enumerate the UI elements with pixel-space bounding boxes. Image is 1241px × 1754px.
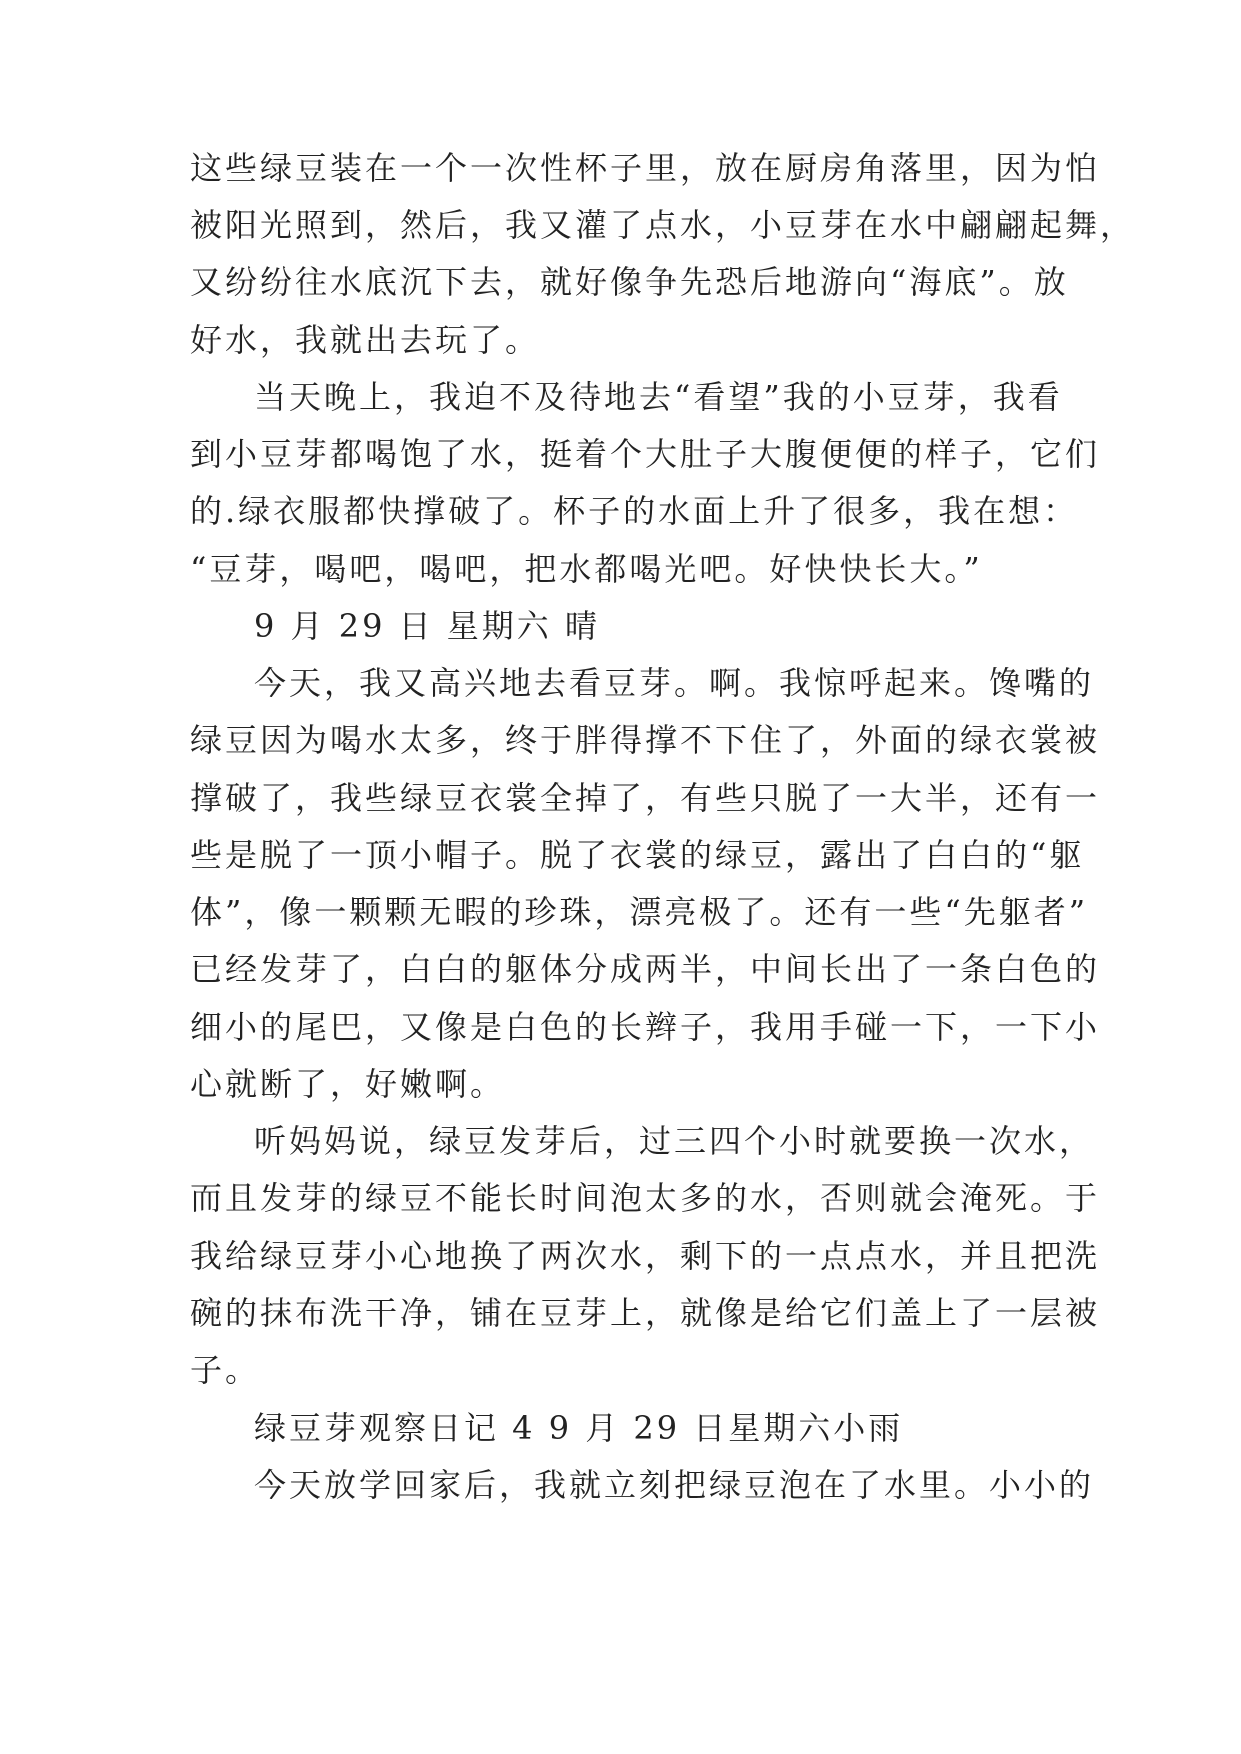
text-line: 今天放学回家后，我就立刻把绿豆泡在了水里。小小的: [254, 1466, 1095, 1504]
text-line: 当天晚上，我迫不及待地去“看望”我的小豆芽，我看: [254, 378, 1063, 416]
text-line: 我给绿豆芽小心地换了两次水，剩下的一点点水，并且把洗: [190, 1237, 1101, 1275]
text-line: 听妈妈说，绿豆发芽后，过三四个小时就要换一次水，: [254, 1122, 1095, 1160]
text-line: 些是脱了一顶小帽子。脱了衣裳的绿豆，露出了白白的“躯: [190, 836, 1085, 874]
text-line: 体”，像一颗颗无暇的珍珠，漂亮极了。还有一些“先躯者”: [190, 893, 1089, 931]
section-heading: 绿豆芽观察日记 4 9 月 29 日星期六小雨: [254, 1409, 904, 1447]
text-line: 被阳光照到，然后，我又灌了点水，小豆芽在水中翩翩起舞，: [190, 206, 1136, 244]
text-line: 子。: [190, 1351, 261, 1389]
text-line: 到小豆芽都喝饱了水，挺着个大肚子大腹便便的样子，它们: [190, 435, 1101, 473]
text-line: 碗的抹布洗干净，铺在豆芽上，就像是给它们盖上了一层被: [190, 1294, 1101, 1332]
date-heading: 9 月 29 日 星期六 晴: [254, 607, 600, 645]
text-line: 的.绿衣服都快撑破了。杯子的水面上升了很多，我在想：: [190, 492, 1079, 530]
text-line: 好水，我就出去玩了。: [190, 321, 541, 359]
text-line: 绿豆因为喝水太多，终于胖得撑不下住了，外面的绿衣裳被: [190, 721, 1101, 759]
text-line: 细小的尾巴，又像是白色的长辫子，我用手碰一下，一下小: [190, 1008, 1101, 1046]
text-line: 又纷纷往水底沉下去，就好像争先恐后地游向“海底”。放: [190, 263, 1069, 301]
text-line: 这些绿豆装在一个一次性杯子里，放在厨房角落里，因为怕: [190, 149, 1101, 187]
text-line: “豆芽，喝吧，喝吧，把水都喝光吧。好快快长大。”: [190, 550, 983, 588]
text-line: 撑破了，我些绿豆衣裳全掉了，有些只脱了一大半，还有一: [190, 779, 1101, 817]
text-line: 已经发芽了，白白的躯体分成两半，中间长出了一条白色的: [190, 950, 1101, 988]
text-line: 今天，我又高兴地去看豆芽。啊。我惊呼起来。馋嘴的: [254, 664, 1095, 702]
text-line: 而且发芽的绿豆不能长时间泡太多的水，否则就会淹死。于: [190, 1179, 1101, 1217]
text-line: 心就断了，好嫩啊。: [190, 1065, 506, 1103]
